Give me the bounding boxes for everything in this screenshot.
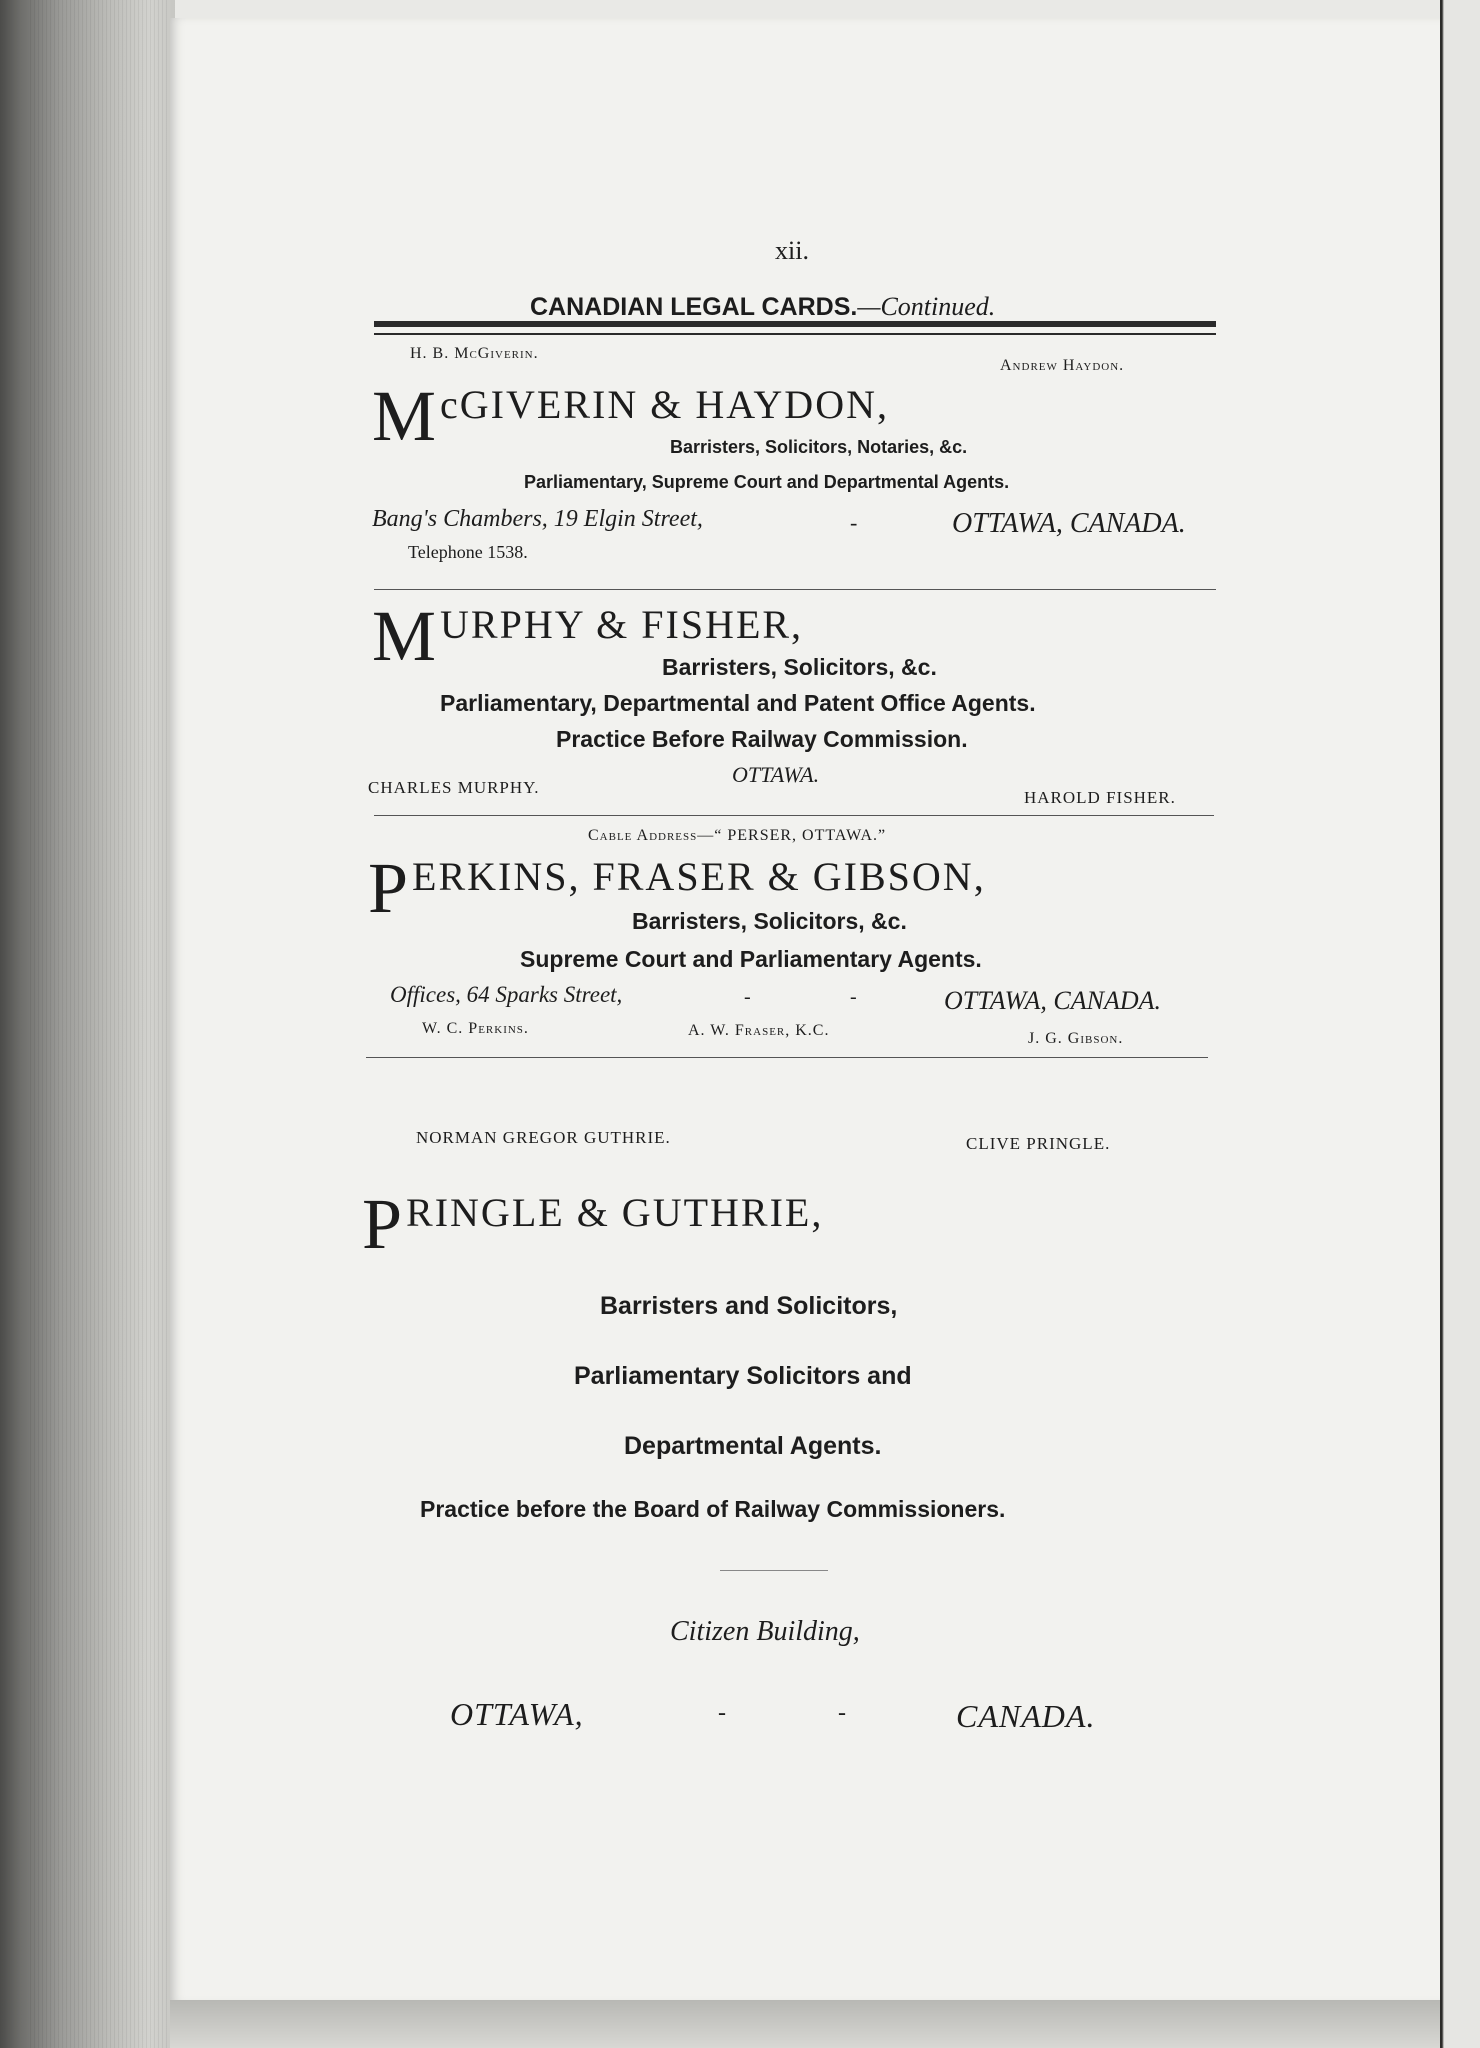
- card3-separator-2: -: [850, 986, 857, 1008]
- card4-line-4: Practice before the Board of Railway Commissioners.: [420, 1496, 1006, 1522]
- firm-name-rest: cGIVERIN & HAYDON,: [440, 382, 889, 427]
- firm-name-rest: RINGLE & GUTHRIE,: [406, 1190, 824, 1235]
- card4-line-1: Barristers and Solicitors,: [600, 1292, 898, 1320]
- card4-building: Citizen Building,: [670, 1616, 860, 1647]
- card2-line-2: Parliamentary, Departmental and Patent Office Agents.: [440, 690, 1036, 716]
- partner-clive-pringle: CLIVE PRINGLE.: [966, 1134, 1111, 1153]
- partner-harold-fisher: HAROLD FISHER.: [1024, 788, 1176, 807]
- card-divider-2: [374, 815, 1214, 816]
- card4-separator-2: -: [838, 1700, 846, 1726]
- card1-line-2: Parliamentary, Supreme Court and Departmental Agents.: [524, 472, 1010, 492]
- card1-telephone: Telephone 1538.: [408, 542, 528, 562]
- card3-address: Offices, 64 Sparks Street,: [390, 982, 623, 1007]
- card4-line-2: Parliamentary Solicitors and: [574, 1362, 912, 1390]
- card4-city-left: OTTAWA,: [450, 1696, 584, 1732]
- card3-separator-1: -: [744, 986, 751, 1008]
- firm-initial: M: [372, 376, 439, 456]
- card2-line-3: Practice Before Railway Commission.: [556, 726, 968, 752]
- card4-city-right: CANADA.: [956, 1698, 1096, 1734]
- card2-city: OTTAWA.: [732, 762, 820, 787]
- firm-name-rest: URPHY & FISHER,: [440, 602, 804, 647]
- partner-fraser: A. W. Fraser, K.C.: [688, 1022, 830, 1039]
- book-binding-edge: [0, 0, 175, 2048]
- card4-separator-1: -: [718, 1700, 726, 1726]
- heading-main: CANADIAN LEGAL CARDS.: [530, 293, 858, 321]
- heading-rule-thick: [374, 321, 1216, 327]
- card3-city: OTTAWA, CANADA.: [944, 986, 1162, 1015]
- card1-separator: -: [850, 510, 858, 535]
- partner-charles-murphy: CHARLES MURPHY.: [368, 778, 540, 797]
- heading-continued: —Continued.: [857, 292, 996, 321]
- heading-rule-thin: [374, 333, 1216, 335]
- card3-cable-address: Cable Address—“ PERSER, OTTAWA.”: [588, 827, 887, 844]
- partner-norman-guthrie: NORMAN GREGOR GUTHRIE.: [416, 1128, 671, 1147]
- firm-name-rest: ERKINS, FRASER & GIBSON,: [412, 854, 986, 899]
- partner-haydon: Andrew Haydon.: [1000, 357, 1125, 374]
- firm-initial: M: [372, 596, 439, 676]
- firm-initial: P: [362, 1184, 405, 1264]
- partner-mcgiverin: H. B. McGiverin.: [410, 345, 539, 362]
- card4-short-rule: [720, 1570, 828, 1571]
- card4-line-3: Departmental Agents.: [624, 1432, 882, 1460]
- page-number: xii.: [775, 236, 809, 265]
- page-bottom-edge: [170, 2000, 1440, 2048]
- firm-name-pringle-guthrie: [362, 1184, 824, 1264]
- card1-line-1: Barristers, Solicitors, Notaries, &c.: [670, 437, 968, 457]
- partner-perkins: W. C. Perkins.: [422, 1020, 529, 1037]
- partner-gibson: J. G. Gibson.: [1028, 1030, 1124, 1047]
- card-divider-3: [366, 1057, 1208, 1058]
- firm-initial: P: [368, 848, 411, 928]
- next-page-edge: [1440, 0, 1480, 2048]
- card-divider-1: [374, 589, 1216, 590]
- card3-line-1: Barristers, Solicitors, &c.: [632, 908, 907, 934]
- card1-address: Bang's Chambers, 19 Elgin Street,: [372, 506, 703, 532]
- card2-line-1: Barristers, Solicitors, &c.: [662, 654, 937, 680]
- card1-city: OTTAWA, CANADA.: [952, 508, 1186, 539]
- page-heading: [530, 292, 995, 322]
- card3-line-2: Supreme Court and Parliamentary Agents.: [520, 946, 982, 972]
